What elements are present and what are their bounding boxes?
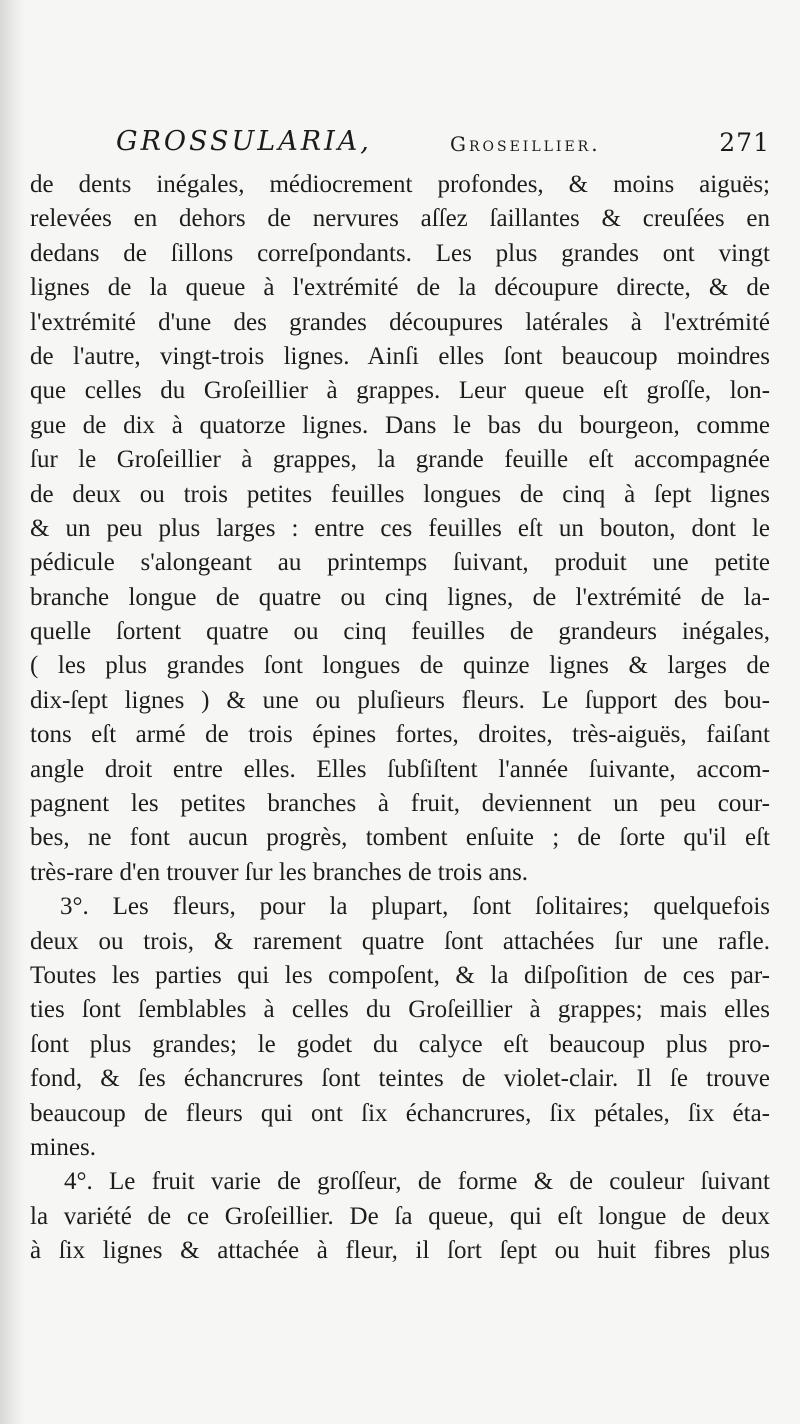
page-gutter-shadow (0, 0, 26, 1424)
text-line: dix-ſept lignes ) & une ou pluſieurs fleurs. Le ſupport des bou- (30, 686, 770, 714)
text-line: gue de dix à quatorze lignes. Dans le bas du bourgeon, comme (30, 411, 770, 439)
text-line: relevées en dehors de nervures aſſez ſaillantes & creuſées en (30, 205, 770, 233)
text-line: bes, ne font aucun progrès, tombent enſuite ; de ſorte qu'il eſt (30, 824, 770, 852)
text-line: fond, & ſes échancrures ſont teintes de violet-clair. Il ſe trouve (30, 1065, 770, 1093)
paragraph-start-line: 3°. Les fleurs, pour la plupart, ſont ſolitaires; quelquefois (60, 893, 770, 921)
text-line: ties ſont ſemblables à celles du Groſeillier à grappes; mais elles (30, 996, 770, 1024)
text-line: angle droit entre elles. Elles ſubſiſtent l'année ſuivante, accom- (30, 755, 770, 783)
text-line: très-rare d'en trouver ſur les branches de trois ans. (30, 858, 529, 886)
paragraph-start-line: 4°. Le fruit varie de groſſeur, de forme & de couleur ſuivant (64, 1168, 770, 1196)
text-line: à ſix lignes & attachée à fleur, il ſort ſept ou huit fibres plus (30, 1237, 770, 1265)
text-line: pagnent les petites branches à fruit, deviennent un peu cour- (30, 790, 770, 818)
running-subtitle: Groseillier. (450, 132, 601, 156)
text-line: que celles du Groſeillier à grappes. Leur queue eſt groſſe, lon- (30, 377, 770, 405)
page-header (116, 126, 770, 166)
text-line: mines. (30, 1133, 96, 1161)
text-line: quelle ſortent quatre ou cinq feuilles de grandeurs inégales, (30, 618, 770, 646)
text-line: & un peu plus larges : entre ces feuilles eſt un bouton, dont le (30, 514, 770, 542)
text-line: ( les plus grandes ſont longues de quinze lignes & larges de (30, 652, 770, 680)
text-line: de deux ou trois petites feuilles longues de cinq à ſept lignes (30, 480, 770, 508)
text-line: tons eſt armé de trois épines fortes, droites, très-aiguës, faiſant (30, 721, 770, 749)
running-title: GROSSULARIA, (116, 126, 372, 157)
text-line: la variété de ce Groſeillier. De ſa queue, qui eſt longue de deux (30, 1202, 770, 1230)
page-number: 271 (719, 128, 770, 157)
text-line: beaucoup de fleurs qui ont ſix échancrures, ſix pétales, ſix éta- (30, 1099, 770, 1127)
text-line: branche longue de quatre ou cinq lignes, de l'extrémité de la- (30, 583, 770, 611)
text-line: ſur le Groſeillier à grappes, la grande feuille eſt accompagnée (30, 446, 770, 474)
text-line: pédicule s'alongeant au printemps ſuivant, produit une petite (30, 549, 770, 577)
text-line: l'extrémité d'une des grandes découpures latérales à l'extrémité (30, 308, 770, 336)
text-line: Toutes les parties qui les compoſent, & la diſpoſition de ces par- (30, 961, 770, 989)
text-line: de dents inégales, médiocrement profondes, & moins aiguës; (30, 171, 770, 198)
text-line: ſont plus grandes; le godet du calyce eſt beaucoup plus pro- (30, 1030, 770, 1058)
text-line: de l'autre, vingt-trois lignes. Ainſi elles ſont beaucoup moindres (30, 342, 770, 370)
text-line: lignes de la queue à l'extrémité de la découpure directe, & de (30, 274, 770, 302)
text-line: dedans de ſillons correſpondants. Les plus grandes ont vingt (30, 239, 770, 267)
body-text (30, 168, 770, 1269)
text-line: deux ou trois, & rarement quatre ſont attachées ſur une rafle. (30, 927, 770, 955)
